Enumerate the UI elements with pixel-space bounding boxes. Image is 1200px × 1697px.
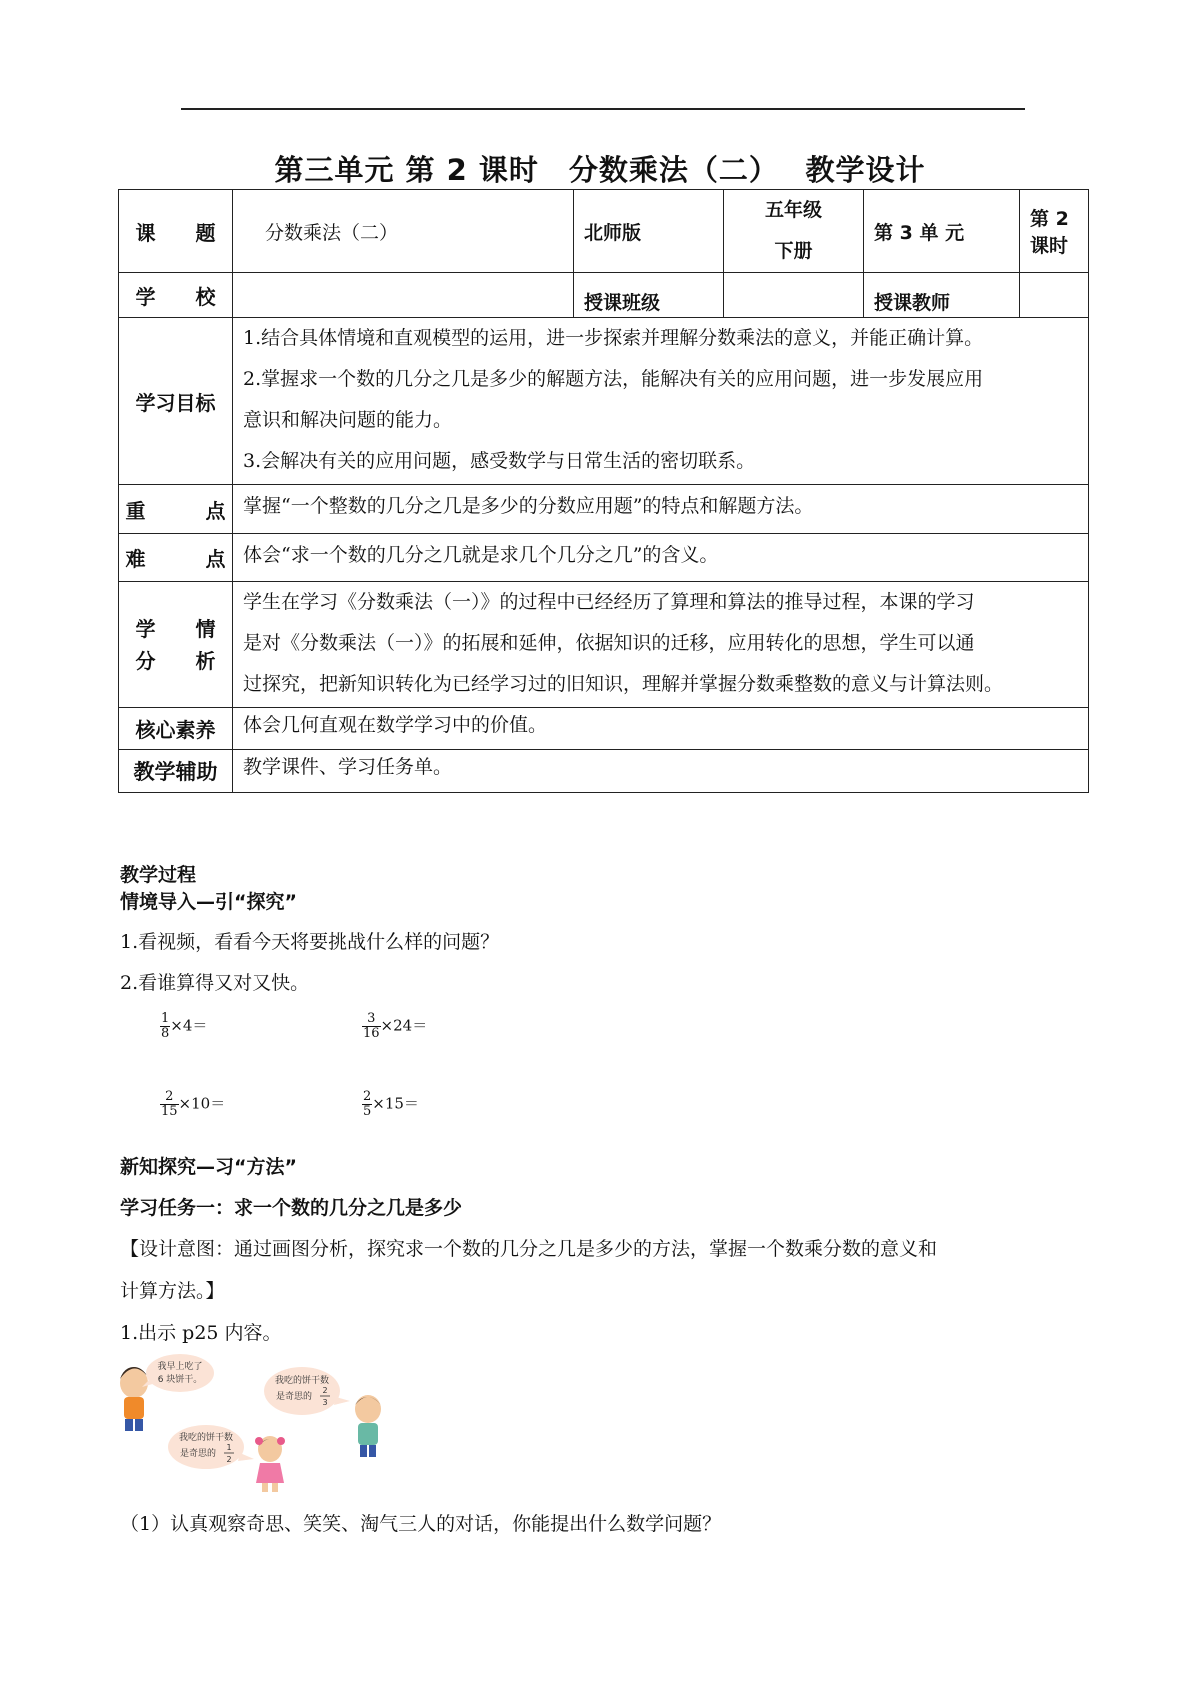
analysis-label-line2: 分 析 bbox=[135, 648, 216, 673]
show-content: 1.出示 p25 内容。 bbox=[120, 1322, 282, 1344]
analysis-line: 学生在学习《分数乘法（一）》的过程中已经经历了算理和算法的推导过程，本课的学习 bbox=[243, 591, 975, 613]
svg-text:我吃的饼干数: 我吃的饼干数 bbox=[274, 1376, 330, 1386]
goal-item: 2.掌握求一个数的几分之几是多少的解题方法，能解决有关的应用问题，进一步发展应用 bbox=[243, 368, 984, 390]
exercise-2: $\frac{3}{16}$ ×24＝ bbox=[363, 1011, 428, 1041]
exercise-3: $\frac{2}{15}$ ×10＝ bbox=[161, 1089, 226, 1119]
boy-left bbox=[120, 1367, 148, 1431]
svg-text:是奇思的: 是奇思的 bbox=[275, 1392, 313, 1402]
class-value bbox=[724, 273, 864, 318]
goal-item: 3.会解决有关的应用问题，感受数学与日常生活的密切联系。 bbox=[243, 450, 756, 472]
page-title: 第三单元 第 2 课时 分数乘法（二） 教学设计 bbox=[274, 153, 926, 187]
grade-line2: 下册 bbox=[774, 240, 813, 262]
question-1: （1）认真观察奇思、笑笑、淘气三人的对话，你能提出什么数学问题？ bbox=[120, 1513, 722, 1535]
speech-bubble-3 bbox=[168, 1425, 254, 1469]
label-aids: 教学辅助 bbox=[119, 750, 233, 793]
table-row-school bbox=[119, 273, 1089, 318]
svg-text:我吃的饼干数: 我吃的饼干数 bbox=[178, 1433, 234, 1443]
fraction: $\frac{3}{16}$ bbox=[363, 1011, 380, 1041]
goal-item: 意识和解决问题的能力。 bbox=[243, 409, 453, 431]
lesson-name: 分数乘法（二） bbox=[233, 190, 574, 273]
period-value: 第 2 课时 bbox=[1020, 190, 1089, 273]
process-heading: 教学过程 bbox=[120, 864, 197, 886]
svg-text:3: 3 bbox=[322, 1398, 328, 1407]
label-teacher: 授课教师 bbox=[864, 273, 1020, 318]
svg-text:2: 2 bbox=[226, 1455, 232, 1464]
label-school: 学 校 bbox=[119, 273, 233, 318]
aids-text: 教学课件、学习任务单。 bbox=[233, 750, 1089, 793]
label-class: 授课班级 bbox=[574, 273, 724, 318]
table-row-goals bbox=[119, 318, 1089, 485]
table-row-subject bbox=[119, 190, 1089, 273]
dialogue-illustration bbox=[118, 1353, 400, 1493]
svg-text:6 块饼干。: 6 块饼干。 bbox=[157, 1375, 203, 1385]
grade-value bbox=[724, 190, 864, 273]
label-key-point: 重 点 bbox=[119, 485, 233, 534]
table-row-key-point bbox=[119, 485, 1089, 534]
design-intent-line1: 【设计意图：通过画图分析，探究求一个数的几分之几是多少的方法，掌握一个数乘分数的意义和 bbox=[120, 1238, 938, 1260]
explore-heading: 新知探究—习“方法” bbox=[120, 1156, 297, 1178]
table-row-literacy bbox=[119, 708, 1089, 750]
table-row-analysis bbox=[119, 582, 1089, 708]
analysis-line: 是对《分数乘法（一）》的拓展和延伸，依据知识的迁移，应用转化的思想，学生可以通 bbox=[243, 632, 975, 654]
exercise-1: $\frac{1}{8}$ ×4＝ bbox=[161, 1011, 208, 1041]
unit-value: 第 3 单 元 bbox=[864, 190, 1020, 273]
task1-heading: 学习任务一：求一个数的几分之几是多少 bbox=[120, 1197, 463, 1219]
analysis-label-line1: 学 情 bbox=[135, 616, 216, 641]
boy-right bbox=[355, 1395, 381, 1457]
goal-item: 1.结合具体情境和直观模型的运用，进一步探索并理解分数乘法的意义，并能正确计算。 bbox=[243, 327, 984, 349]
svg-text:是奇思的: 是奇思的 bbox=[179, 1449, 217, 1459]
key-point-text: 掌握“一个整数的几分之几是多少的分数应用题”的特点和解题方法。 bbox=[233, 485, 1089, 534]
analysis-line: 过探究，把新知识转化为已经学习过的旧知识，理解并掌握分数乘整数的意义与计算法则。 bbox=[243, 673, 1004, 695]
children-dialogue-image bbox=[118, 1353, 400, 1493]
school-value bbox=[233, 273, 574, 318]
fraction: $\frac{2}{5}$ bbox=[363, 1089, 372, 1119]
teacher-value bbox=[1020, 273, 1089, 318]
intro-item: 1.看视频，看看今天将要挑战什么样的问题？ bbox=[120, 931, 500, 953]
table-row-aids bbox=[119, 750, 1089, 793]
header-rule bbox=[181, 108, 1025, 110]
intro-heading: 情境导入—引“探究” bbox=[120, 891, 297, 913]
difficulty-text: 体会“求一个数的几分之几就是求几个几分之几”的含义。 bbox=[233, 534, 1089, 582]
speech-bubble-2 bbox=[264, 1367, 350, 1415]
analysis-content bbox=[233, 582, 1089, 708]
lesson-info-table bbox=[118, 189, 1089, 793]
grade-line1: 五年级 bbox=[764, 199, 822, 221]
design-intent-line2: 计算方法。】 bbox=[120, 1280, 225, 1302]
label-subject: 课 题 bbox=[119, 190, 233, 273]
fraction: $\frac{1}{8}$ bbox=[161, 1011, 170, 1041]
girl bbox=[255, 1436, 285, 1492]
exercise-4: $\frac{2}{5}$ ×15＝ bbox=[363, 1089, 419, 1119]
edition-value: 北师版 bbox=[574, 190, 724, 273]
svg-text:2: 2 bbox=[322, 1386, 328, 1395]
literacy-text: 体会几何直观在数学学习中的价值。 bbox=[233, 708, 1089, 750]
label-analysis bbox=[119, 582, 233, 708]
label-literacy: 核心素养 bbox=[119, 708, 233, 750]
label-difficulty: 难 点 bbox=[119, 534, 233, 582]
speech-bubble-1 bbox=[142, 1354, 214, 1392]
intro-item: 2.看谁算得又对又快。 bbox=[120, 972, 310, 994]
svg-text:1: 1 bbox=[226, 1443, 232, 1452]
goals-content bbox=[233, 318, 1089, 485]
table-row-difficulty bbox=[119, 534, 1089, 582]
fraction: $\frac{2}{15}$ bbox=[161, 1089, 178, 1119]
label-goals: 学习目标 bbox=[119, 318, 233, 485]
svg-text:我早上吃了: 我早上吃了 bbox=[157, 1362, 203, 1372]
